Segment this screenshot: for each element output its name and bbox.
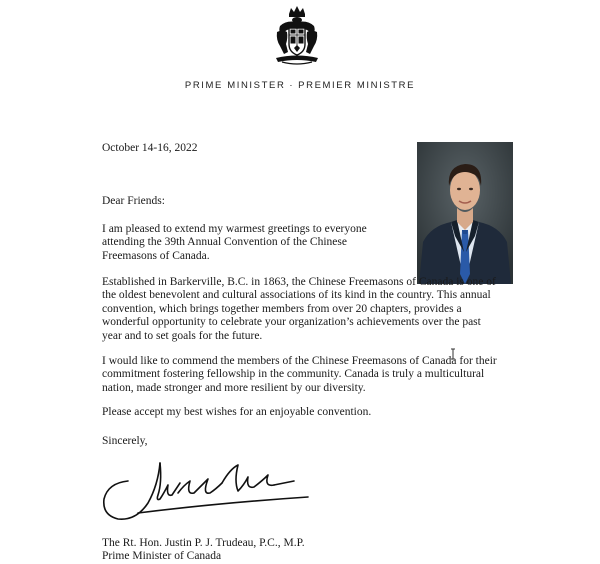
office-title-separator: · xyxy=(289,80,295,91)
signer-title: Prime Minister of Canada xyxy=(102,550,222,563)
signer-name: The Rt. Hon. Justin P. J. Trudeau, P.C., M.P. xyxy=(102,537,305,549)
office-title xyxy=(0,80,600,91)
office-title-french: PREMIER MINISTRE xyxy=(298,80,416,91)
letter-date: October 14-16, 2022 xyxy=(102,142,198,154)
body-paragraph-1: I am pleased to extend my warmest greetings to everyone attending the 39th Annual Convention of the Chinese Freemasons of Canada. xyxy=(102,223,367,262)
portrait-photo xyxy=(417,142,513,284)
portrait-photo-icon xyxy=(417,142,513,284)
canadian-coat-of-arms-icon xyxy=(272,4,322,66)
body-paragraph-3: I would like to commend the members of the Chinese Freemasons of Canada for their commitment fostering fellowship in the community. Canada is truly a multicultural nation, made stronger and more resilient by our diversity. xyxy=(102,355,497,394)
text-cursor-icon xyxy=(450,348,456,360)
body-paragraph-2: Established in Barkerville, B.C. in 1863, the Chinese Freemasons of Canada is one of the oldest benevolent and cultural associations of its kind in the country. This annual convention, which brings together members from over 20 chapters, provides a wonderful opportunity to celebrate your organization’s achievements over the past year and to set goals for the future. xyxy=(102,276,496,342)
signer-block xyxy=(102,537,305,564)
salutation: Dear Friends: xyxy=(102,195,165,207)
body-paragraph-4: Please accept my best wishes for an enjoyable convention. xyxy=(102,406,372,418)
office-title-english: PRIME MINISTER xyxy=(184,80,286,91)
closing: Sincerely, xyxy=(102,435,148,447)
signature-icon xyxy=(98,455,313,530)
